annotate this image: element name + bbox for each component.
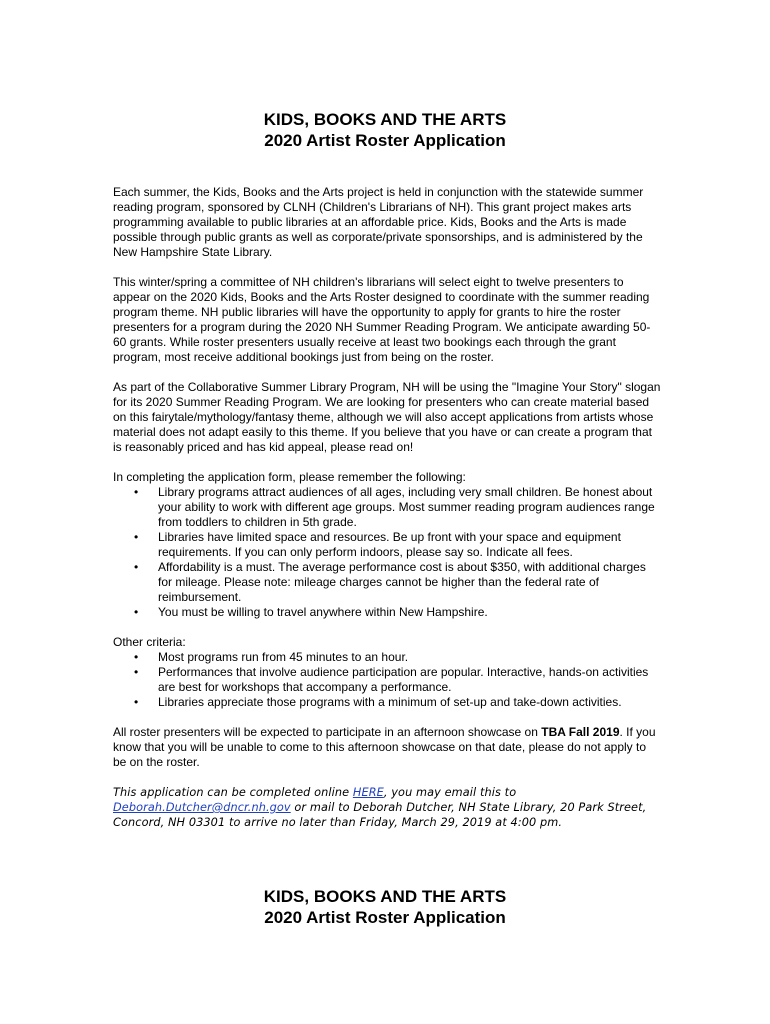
list-item: • You must be willing to travel anywhere within New Hampshire. [113, 605, 661, 620]
criteria-list [113, 650, 661, 710]
page-title [0, 109, 770, 151]
submit-text-1: This application can be completed online [113, 786, 353, 799]
list-item: • Library programs attract audiences of all ages, including very small children. Be honest about your ability to work with different age groups. Most summer reading program audiences range from toddlers to children in 5th grade. [113, 485, 661, 530]
list-item: • Libraries appreciate those programs with a minimum of set-up and take-down activities. [113, 695, 661, 710]
list-item: • Libraries have limited space and resources. Be up front with your space and equipment requirements. If you can only perform indoors, please say so. Indicate all fees. [113, 530, 661, 560]
email-link[interactable]: Deborah.Dutcher@dncr.nh.gov [113, 801, 291, 814]
intro-paragraph-1: Each summer, the Kids, Books and the Arts project is held in conjunction with the statewide summer reading program, sponsored by CLNH (Children's Librarians of NH). This grant project makes arts programming available to public libraries at an affordable price. Kids, Books and the Arts is made possible through public grants as well as corporate/private sponsorships, and is administered by the New Hampshire State Library. [113, 185, 644, 259]
document-body [113, 185, 661, 845]
showcase-date: TBA Fall 2019 [541, 725, 620, 739]
submission-instructions [113, 785, 661, 830]
repeated-page-title [0, 886, 770, 928]
title-line-1: KIDS, BOOKS AND THE ARTS [263, 887, 507, 906]
title-line-2: 2020 Artist Roster Application [264, 131, 506, 150]
submit-text-3: or mail to Deborah Dutcher, NH State Library, 20 Park Street, Concord, NH 03301 to arrive no later than Friday, March 29, 2019 at 4:00 pm. [113, 801, 647, 829]
list-item: • Performances that involve audience participation are popular. Interactive, hands-on activities are best for workshops that accompany a performance. [113, 665, 661, 695]
title-line-2: 2020 Artist Roster Application [264, 908, 506, 927]
list-item: • Affordability is a must. The average performance cost is about $350, with additional charges for mileage. Please note: mileage charges cannot be higher than the federal rate of reimbursement. [113, 560, 661, 605]
remember-heading: In completing the application form, please remember the following: [113, 470, 466, 484]
submit-text-2: , you may email this to [383, 786, 517, 799]
remember-list [113, 485, 661, 620]
showcase-paragraph [113, 725, 661, 770]
showcase-text-after: . If you know that you will be unable to come to this afternoon showcase on that date, please do not apply to be on the roster. [113, 725, 656, 769]
intro-paragraph-3: As part of the Collaborative Summer Library Program, NH will be using the "Imagine Your Story" slogan for its 2020 Summer Reading Program. We are looking for presenters who can create material based on this fairytale/mythology/fantasy theme, although we will also accept applications from artists whose material does not adapt easily to this theme. If you believe that you have or can create a program that is reasonably priced and has kid appeal, please read on! [113, 380, 661, 454]
title-line-1: KIDS, BOOKS AND THE ARTS [263, 110, 507, 129]
intro-paragraph-2: This winter/spring a committee of NH children's librarians will select eight to twelve presenters to appear on the 2020 Kids, Books and the Arts Roster designed to coordinate with the summer reading program theme. NH public libraries will have the opportunity to apply for grants to hire the roster presenters for a program during the 2020 NH Summer Reading Program. We anticipate awarding 50-60 grants. While roster presenters usually receive at least two bookings each through the grant program, most receive additional bookings just from being on the roster. [113, 275, 651, 364]
list-item: • Most programs run from 45 minutes to an hour. [113, 650, 661, 665]
apply-online-link[interactable]: HERE [352, 786, 384, 799]
criteria-heading: Other criteria: [113, 635, 186, 649]
showcase-text-before: All roster presenters will be expected to participate in an afternoon showcase on [113, 725, 542, 739]
